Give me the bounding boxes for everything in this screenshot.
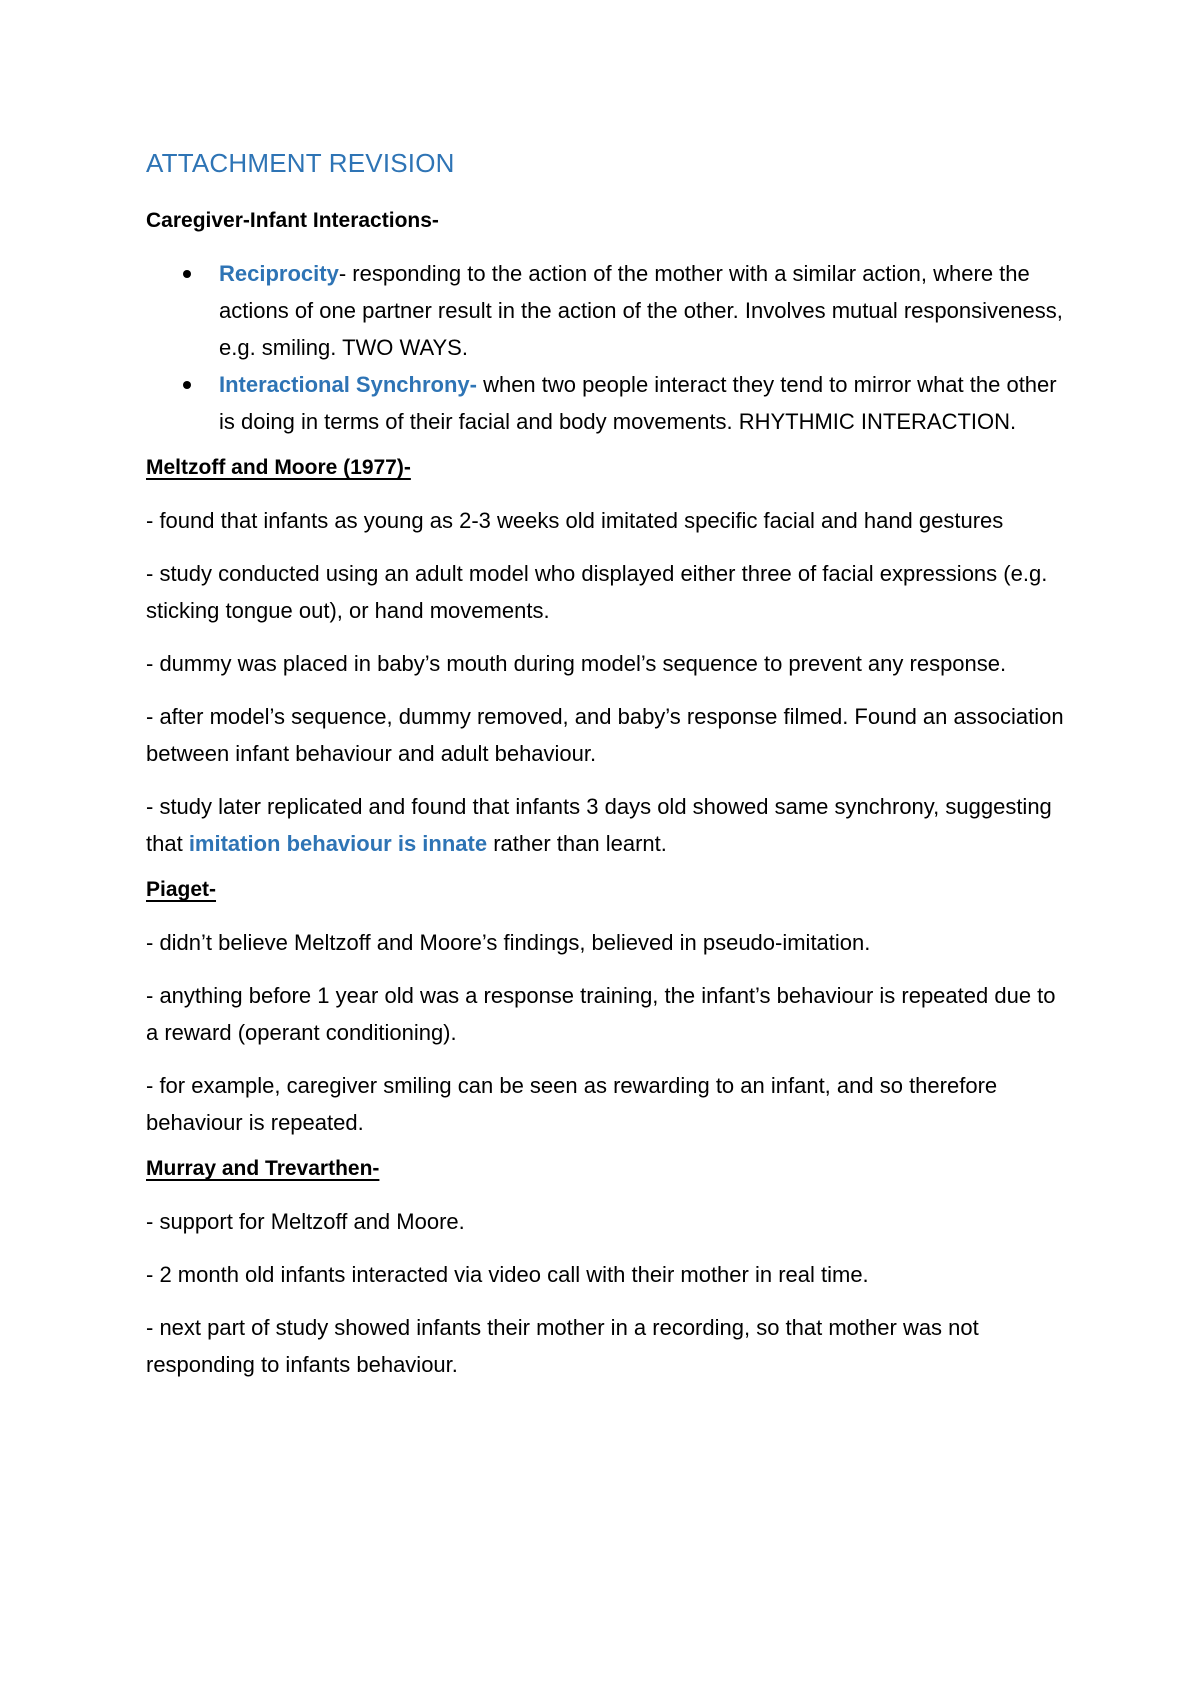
meltzoff-heading: Meltzoff and Moore (1977)-	[146, 456, 411, 479]
conclusion-text-before: - study later replicated and found that infants 3 days old showed same synchrony, suggesting that	[146, 794, 1052, 856]
conclusion-text-after: rather than learnt.	[487, 831, 667, 856]
meltzoff-point: - study conducted using an adult model who displayed either three of facial expressions (e.g. sticking tongue out), or hand movements.	[146, 561, 1048, 623]
caregiver-bullet-list	[146, 255, 1066, 440]
bullet-dot-icon	[183, 381, 191, 389]
bullet-text: - responding to the action of the mother with a similar action, where the actions of one partner result in the action of the other. Involves mutual responsiveness, e.g. smiling. TWO WAYS.	[219, 261, 1063, 360]
piaget-point: - anything before 1 year old was a response training, the infant’s behaviour is repeated due to a reward (operant conditioning).	[146, 983, 1056, 1045]
bullet-interactional-synchrony	[146, 366, 1066, 440]
piaget-heading: Piaget-	[146, 878, 217, 901]
meltzoff-point: - after model’s sequence, dummy removed, and baby’s response filmed. Found an association between infant behaviour and adult behaviour.	[146, 704, 1064, 766]
murray-point: - support for Meltzoff and Moore.	[146, 1209, 465, 1234]
term-reciprocity: Reciprocity	[219, 261, 339, 286]
murray-heading: Murray and Trevarthen-	[146, 1157, 380, 1180]
bullet-reciprocity	[146, 255, 1066, 366]
meltzoff-point-conclusion	[146, 788, 1066, 862]
bullet-text: when two people interact they tend to mirror what the other is doing in terms of their facial and body movements. RHYTHMIC INTERACTION.	[219, 372, 1057, 434]
caregiver-heading: Caregiver-Infant Interactions-	[146, 209, 439, 232]
conclusion-highlight: imitation behaviour is innate	[188, 831, 488, 856]
piaget-point: - didn’t believe Meltzoff and Moore’s findings, believed in pseudo-imitation.	[146, 930, 871, 955]
bullet-dot-icon	[183, 270, 191, 278]
document-page	[146, 148, 1066, 1399]
meltzoff-point: - dummy was placed in baby’s mouth during model’s sequence to prevent any response.	[146, 651, 1007, 676]
term-interactional-synchrony: Interactional Synchrony-	[219, 372, 477, 397]
murray-point: - next part of study showed infants their mother in a recording, so that mother was not responding to infants behaviour.	[146, 1315, 979, 1377]
piaget-point: - for example, caregiver smiling can be seen as rewarding to an infant, and so therefore behaviour is repeated.	[146, 1073, 998, 1135]
meltzoff-point: - found that infants as young as 2-3 weeks old imitated specific facial and hand gestures	[146, 508, 1004, 533]
document-title: ATTACHMENT REVISION	[146, 148, 455, 178]
murray-point: - 2 month old infants interacted via video call with their mother in real time.	[146, 1262, 869, 1287]
